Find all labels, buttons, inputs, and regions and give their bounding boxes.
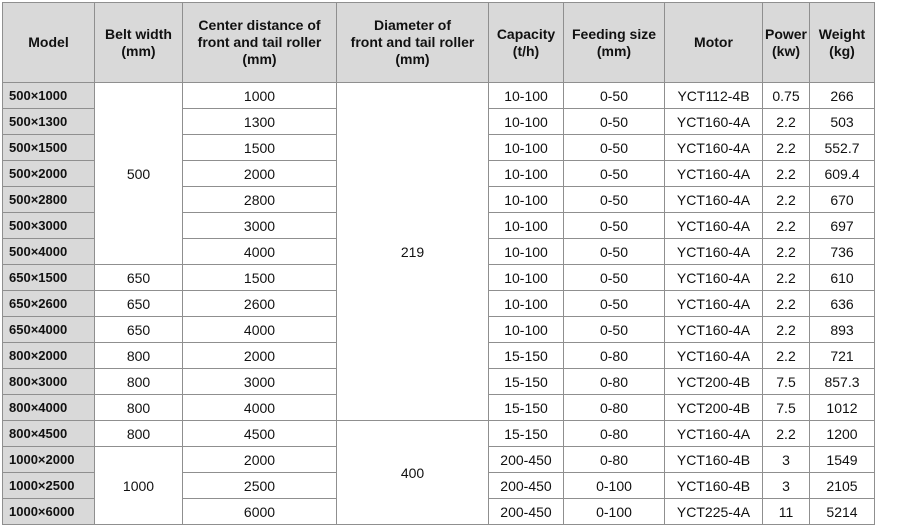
- cell-motor: YCT160-4A: [665, 213, 763, 239]
- cell-model: 1000×2000: [3, 447, 95, 473]
- cell-feeding-size: 0-50: [564, 239, 665, 265]
- cell-feeding-size: 0-50: [564, 109, 665, 135]
- cell-weight: 893: [810, 317, 875, 343]
- cell-power: 2.2: [763, 239, 810, 265]
- cell-model: 800×4000: [3, 395, 95, 421]
- cell-model: 500×1500: [3, 135, 95, 161]
- cell-weight: 697: [810, 213, 875, 239]
- cell-belt-width: 650: [95, 291, 183, 317]
- cell-power: 11: [763, 499, 810, 525]
- cell-belt-width: 650: [95, 265, 183, 291]
- cell-capacity: 10-100: [489, 317, 564, 343]
- cell-capacity: 10-100: [489, 83, 564, 109]
- cell-motor: YCT160-4A: [665, 343, 763, 369]
- cell-model: 650×4000: [3, 317, 95, 343]
- cell-capacity: 15-150: [489, 369, 564, 395]
- cell-model: 1000×6000: [3, 499, 95, 525]
- cell-center-distance: 1500: [183, 265, 337, 291]
- cell-belt-width-merged: 1000: [95, 447, 183, 525]
- cell-center-distance: 4000: [183, 317, 337, 343]
- cell-center-distance: 2000: [183, 161, 337, 187]
- cell-power: 2.2: [763, 343, 810, 369]
- cell-model: 1000×2500: [3, 473, 95, 499]
- specification-table: [2, 2, 875, 525]
- cell-model: 500×2000: [3, 161, 95, 187]
- cell-feeding-size: 0-80: [564, 421, 665, 447]
- cell-power: 2.2: [763, 161, 810, 187]
- cell-weight: 857.3: [810, 369, 875, 395]
- cell-capacity: 200-450: [489, 473, 564, 499]
- cell-power: 2.2: [763, 109, 810, 135]
- cell-motor: YCT160-4A: [665, 135, 763, 161]
- cell-model: 500×1000: [3, 83, 95, 109]
- cell-power: 3: [763, 447, 810, 473]
- cell-feeding-size: 0-80: [564, 447, 665, 473]
- cell-motor: YCT225-4A: [665, 499, 763, 525]
- cell-center-distance: 3000: [183, 213, 337, 239]
- cell-feeding-size: 0-50: [564, 83, 665, 109]
- cell-weight: 552.7: [810, 135, 875, 161]
- cell-weight: 670: [810, 187, 875, 213]
- cell-feeding-size: 0-100: [564, 473, 665, 499]
- cell-motor: YCT160-4A: [665, 317, 763, 343]
- cell-center-distance: 2600: [183, 291, 337, 317]
- cell-feeding-size: 0-50: [564, 213, 665, 239]
- cell-model: 500×3000: [3, 213, 95, 239]
- cell-motor: YCT200-4B: [665, 369, 763, 395]
- cell-capacity: 10-100: [489, 135, 564, 161]
- cell-capacity: 200-450: [489, 447, 564, 473]
- cell-belt-width: 800: [95, 395, 183, 421]
- cell-power: 2.2: [763, 291, 810, 317]
- cell-center-distance: 4500: [183, 421, 337, 447]
- header-model: Model: [3, 3, 95, 83]
- cell-model: 500×4000: [3, 239, 95, 265]
- cell-capacity: 15-150: [489, 395, 564, 421]
- cell-belt-width: 800: [95, 343, 183, 369]
- header-center-distance: Center distance of front and tail roller (mm): [183, 3, 337, 83]
- cell-center-distance: 2000: [183, 447, 337, 473]
- cell-feeding-size: 0-50: [564, 291, 665, 317]
- cell-weight: 1012: [810, 395, 875, 421]
- cell-weight: 1549: [810, 447, 875, 473]
- cell-motor: YCT160-4A: [665, 421, 763, 447]
- cell-feeding-size: 0-50: [564, 187, 665, 213]
- cell-center-distance: 1000: [183, 83, 337, 109]
- cell-power: 2.2: [763, 187, 810, 213]
- cell-weight: 1200: [810, 421, 875, 447]
- header-feeding-size: Feeding size (mm): [564, 3, 665, 83]
- cell-model: 800×3000: [3, 369, 95, 395]
- cell-model: 650×2600: [3, 291, 95, 317]
- cell-weight: 503: [810, 109, 875, 135]
- cell-feeding-size: 0-50: [564, 317, 665, 343]
- table-row: [3, 421, 875, 447]
- cell-belt-width: 650: [95, 317, 183, 343]
- cell-feeding-size: 0-80: [564, 369, 665, 395]
- cell-motor: YCT112-4B: [665, 83, 763, 109]
- cell-capacity: 10-100: [489, 161, 564, 187]
- cell-capacity: 200-450: [489, 499, 564, 525]
- cell-weight: 736: [810, 239, 875, 265]
- cell-weight: 609.4: [810, 161, 875, 187]
- cell-motor: YCT160-4A: [665, 265, 763, 291]
- cell-feeding-size: 0-80: [564, 395, 665, 421]
- header-motor: Motor: [665, 3, 763, 83]
- cell-diameter-merged: 400: [337, 421, 489, 525]
- cell-power: 2.2: [763, 421, 810, 447]
- cell-feeding-size: 0-50: [564, 265, 665, 291]
- cell-model: 650×1500: [3, 265, 95, 291]
- cell-motor: YCT160-4A: [665, 161, 763, 187]
- cell-weight: 5214: [810, 499, 875, 525]
- cell-feeding-size: 0-50: [564, 135, 665, 161]
- cell-motor: YCT200-4B: [665, 395, 763, 421]
- cell-power: 2.2: [763, 213, 810, 239]
- cell-belt-width: 800: [95, 421, 183, 447]
- cell-motor: YCT160-4A: [665, 291, 763, 317]
- cell-feeding-size: 0-100: [564, 499, 665, 525]
- cell-feeding-size: 0-80: [564, 343, 665, 369]
- cell-motor: YCT160-4A: [665, 239, 763, 265]
- cell-center-distance: 2500: [183, 473, 337, 499]
- cell-weight: 266: [810, 83, 875, 109]
- cell-center-distance: 6000: [183, 499, 337, 525]
- cell-power: 7.5: [763, 395, 810, 421]
- cell-weight: 636: [810, 291, 875, 317]
- cell-capacity: 10-100: [489, 109, 564, 135]
- cell-capacity: 15-150: [489, 343, 564, 369]
- cell-power: 3: [763, 473, 810, 499]
- cell-weight: 2105: [810, 473, 875, 499]
- cell-power: 2.2: [763, 265, 810, 291]
- cell-capacity: 10-100: [489, 265, 564, 291]
- cell-center-distance: 3000: [183, 369, 337, 395]
- header-capacity: Capacity (t/h): [489, 3, 564, 83]
- cell-capacity: 10-100: [489, 291, 564, 317]
- cell-motor: YCT160-4B: [665, 473, 763, 499]
- cell-power: 2.2: [763, 317, 810, 343]
- cell-feeding-size: 0-50: [564, 161, 665, 187]
- header-row: [3, 3, 875, 83]
- cell-diameter-merged: 219: [337, 83, 489, 421]
- cell-power: 0.75: [763, 83, 810, 109]
- cell-capacity: 15-150: [489, 421, 564, 447]
- header-diameter: Diameter of front and tail roller (mm): [337, 3, 489, 83]
- cell-motor: YCT160-4B: [665, 447, 763, 473]
- cell-model: 800×4500: [3, 421, 95, 447]
- cell-center-distance: 4000: [183, 395, 337, 421]
- cell-model: 500×2800: [3, 187, 95, 213]
- cell-belt-width: 800: [95, 369, 183, 395]
- cell-power: 2.2: [763, 135, 810, 161]
- header-belt-width: Belt width (mm): [95, 3, 183, 83]
- table-row: [3, 83, 875, 109]
- cell-capacity: 10-100: [489, 239, 564, 265]
- cell-center-distance: 2800: [183, 187, 337, 213]
- cell-model: 500×1300: [3, 109, 95, 135]
- cell-model: 800×2000: [3, 343, 95, 369]
- cell-capacity: 10-100: [489, 213, 564, 239]
- cell-motor: YCT160-4A: [665, 109, 763, 135]
- cell-center-distance: 4000: [183, 239, 337, 265]
- cell-weight: 610: [810, 265, 875, 291]
- cell-motor: YCT160-4A: [665, 187, 763, 213]
- cell-center-distance: 1300: [183, 109, 337, 135]
- cell-capacity: 10-100: [489, 187, 564, 213]
- header-power: Power (kw): [763, 3, 810, 83]
- cell-center-distance: 1500: [183, 135, 337, 161]
- cell-weight: 721: [810, 343, 875, 369]
- cell-power: 7.5: [763, 369, 810, 395]
- header-weight: Weight (kg): [810, 3, 875, 83]
- cell-center-distance: 2000: [183, 343, 337, 369]
- cell-belt-width-merged: 500: [95, 83, 183, 265]
